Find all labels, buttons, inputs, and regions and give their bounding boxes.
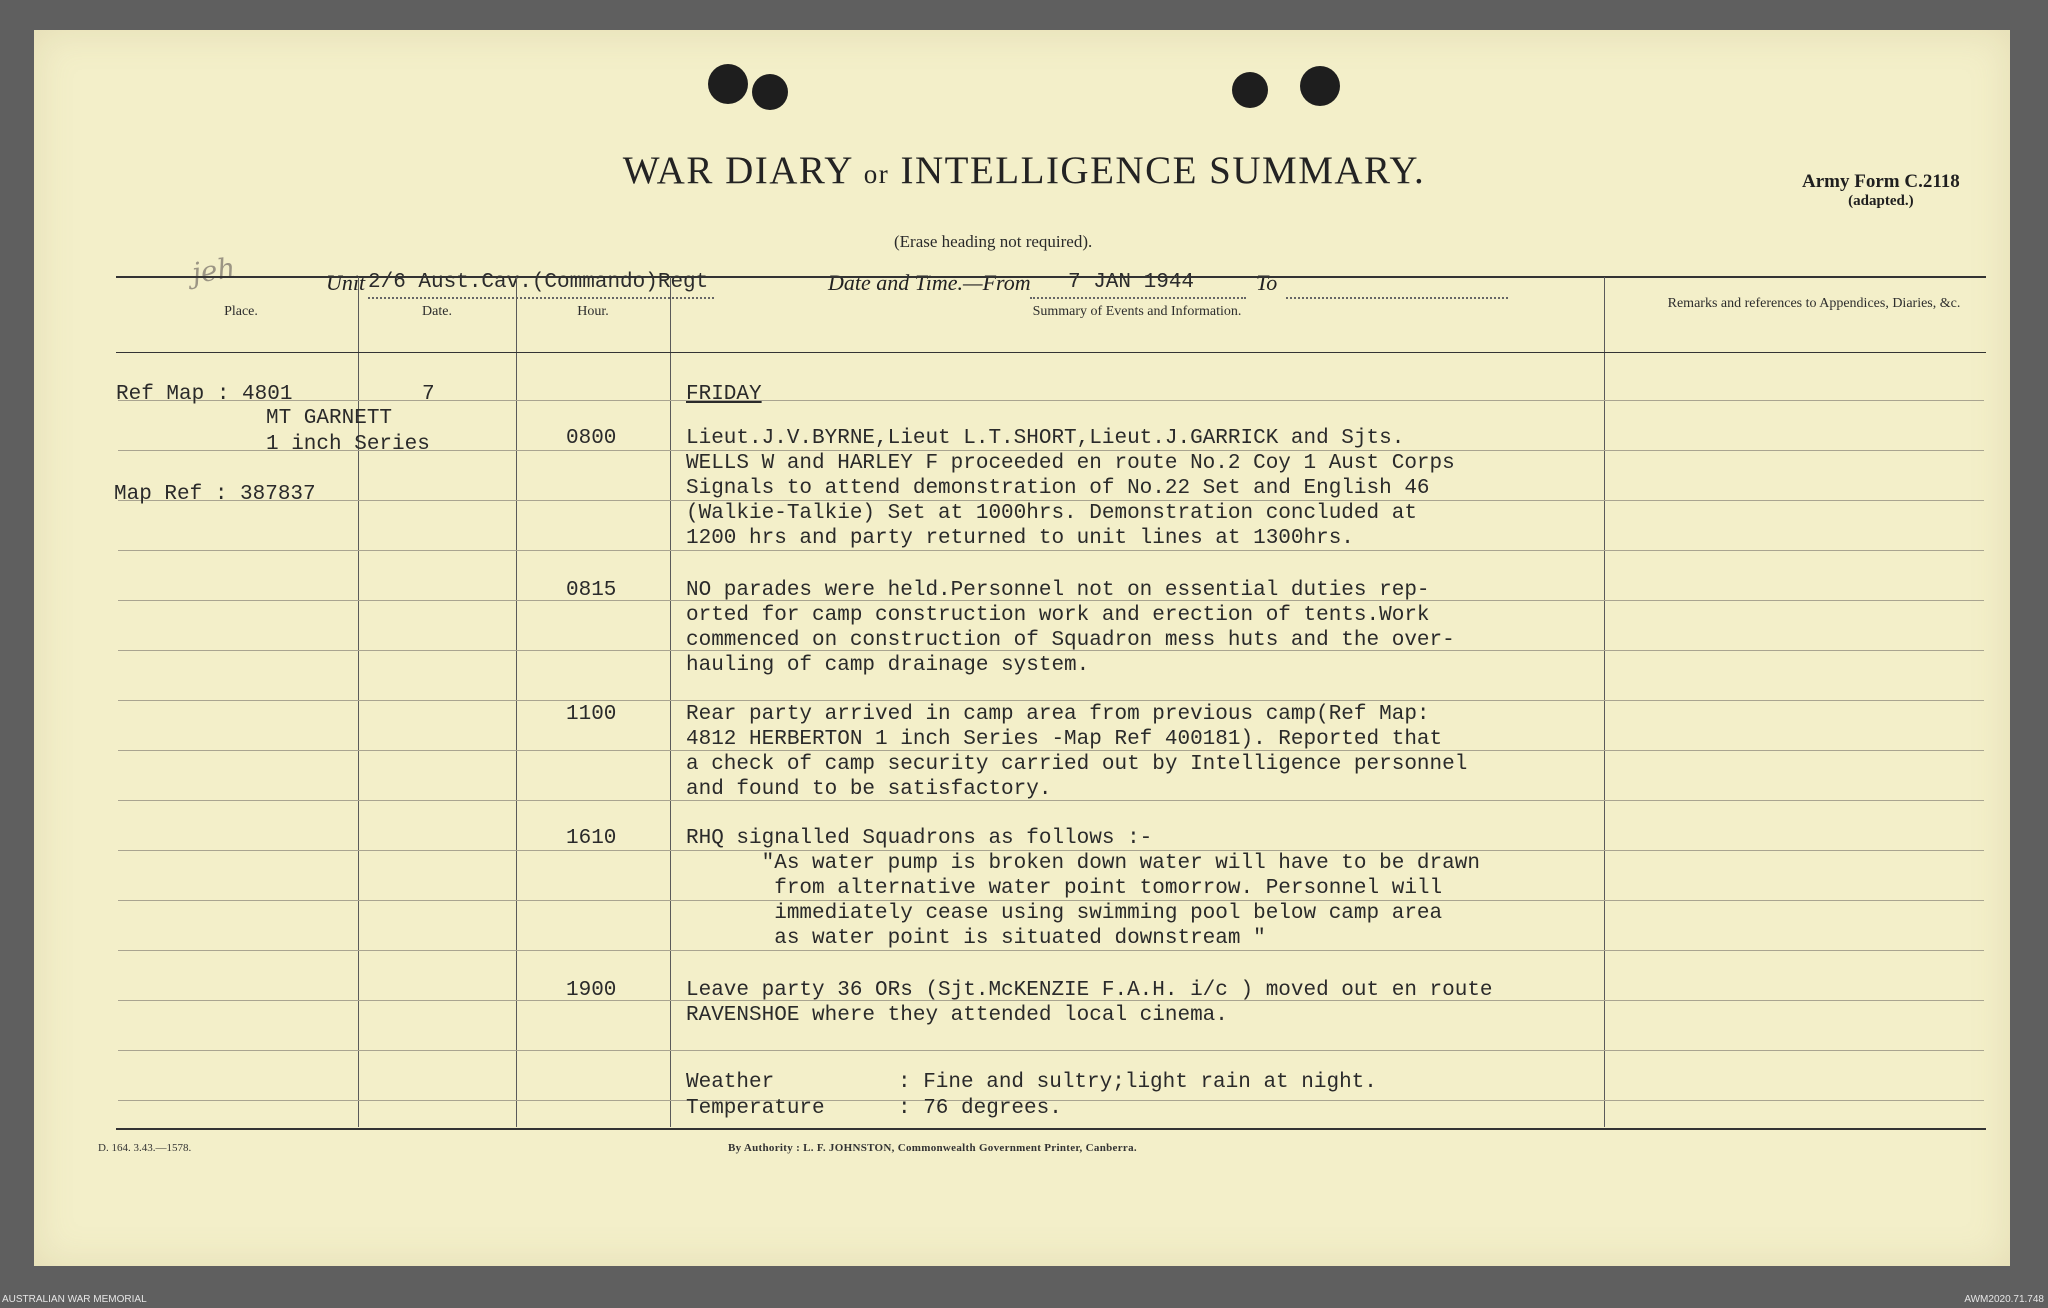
ruled-line — [118, 1050, 1984, 1051]
entry-line: Rear party arrived in camp area from previous camp(Ref Map: — [686, 703, 1430, 726]
pencil-initials: jeh — [189, 251, 238, 290]
date-label: Date and Time.—From — [828, 270, 1031, 295]
entry-line: WELLS W and HARLEY F proceeded en route No.2 Coy 1 Aust Corps — [686, 452, 1455, 475]
entry-line: (Walkie-Talkie) Set at 1000hrs. Demonstration concluded at — [686, 502, 1417, 525]
table-bottom-rule — [116, 1128, 1986, 1130]
punch-hole — [752, 74, 788, 110]
entry-line: Leave party 36 ORs (Sjt.McKENZIE F.A.H. i/c ) moved out en route — [686, 979, 1493, 1002]
entry-hour: 1100 — [566, 703, 617, 726]
entry-line: commenced on construction of Squadron mess huts and the over- — [686, 629, 1455, 652]
erase-note: (Erase heading not required). — [894, 232, 1093, 251]
army-form-number: Army Form C.2118 (adapted.) — [1802, 171, 1960, 209]
unit-label: Unit — [326, 270, 366, 295]
weather-label: Weather — [686, 1071, 775, 1094]
entry-line: as water point is situated downstream " — [686, 927, 1266, 950]
entry-hour: 0815 — [566, 579, 617, 602]
header-bottom-rule — [116, 352, 1986, 353]
column-header-place: Place. — [224, 304, 258, 319]
entry-line: from alternative water point tomorrow. Personnel will — [686, 877, 1443, 900]
unit-value: 2/6 Aust.Cav.(Commando)Regt — [368, 271, 709, 294]
ruled-line — [118, 400, 1984, 401]
table-top-rule — [116, 276, 1986, 278]
column-header-hour: Hour. — [577, 304, 609, 319]
entry-line: Signals to attend demonstration of No.22 Set and English 46 — [686, 477, 1430, 500]
entry-line: 1200 hrs and party returned to unit lines at 1300hrs. — [686, 527, 1354, 550]
archive-caption-left: AUSTRALIAN WAR MEMORIAL — [2, 1294, 147, 1305]
print-code: D. 164. 3.43.—1578. — [98, 1142, 192, 1154]
column-header-summary: Summary of Events and Information. — [1032, 304, 1242, 319]
place-map-ref: Map Ref : 387837 — [114, 483, 316, 506]
entry-line: a check of camp security carried out by Intelligence personnel — [686, 753, 1468, 776]
temperature-label: Temperature — [686, 1097, 825, 1120]
place-series: 1 inch Series — [266, 433, 430, 456]
place-location: MT GARNETT — [266, 407, 393, 430]
punch-hole — [1300, 66, 1340, 106]
entry-hour: 0800 — [566, 427, 617, 450]
entry-line: RAVENSHOE where they attended local cinema. — [686, 1004, 1228, 1027]
to-label: To — [1256, 270, 1278, 295]
entry-line: immediately cease using swimming pool below camp area — [686, 902, 1443, 925]
punch-hole — [1232, 72, 1268, 108]
date-value: 7 JAN 1944 — [1068, 271, 1195, 294]
column-header-remarks: Remarks and references to Appendices, Diaries, &c. — [1667, 296, 1961, 311]
punch-hole — [708, 64, 748, 104]
diary-sheet — [34, 30, 2010, 1266]
entry-line: 4812 HERBERTON 1 inch Series -Map Ref 400181). Reported that — [686, 728, 1443, 751]
entry-hour: 1610 — [566, 827, 617, 850]
entry-line: Lieut.J.V.BYRNE,Lieut L.T.SHORT,Lieut.J.GARRICK and Sjts. — [686, 427, 1405, 450]
entry-line: and found to be satisfactory. — [686, 778, 1052, 801]
entry-line: "As water pump is broken down water will have to be drawn — [686, 852, 1480, 875]
entry-line: hauling of camp drainage system. — [686, 654, 1090, 677]
temperature-value: : 76 degrees. — [898, 1097, 1062, 1120]
ruled-line — [118, 700, 1984, 701]
entry-date: 7 — [422, 383, 435, 406]
column-header-date: Date. — [422, 304, 452, 319]
entry-hour: 1900 — [566, 979, 617, 1002]
weather-value: : Fine and sultry;light rain at night. — [898, 1071, 1377, 1094]
entry-line: RHQ signalled Squadrons as follows :- — [686, 827, 1153, 850]
day-heading: FRIDAY — [686, 383, 762, 406]
place-ref-map: Ref Map : 4801 — [116, 383, 293, 406]
entry-line: NO parades were held.Personnel not on essential duties rep- — [686, 579, 1430, 602]
printer-authority: By Authority : L. F. JOHNSTON, Commonwealth Government Printer, Canberra. — [728, 1142, 1137, 1154]
archive-caption-right: AWM2020.71.748 — [1964, 1294, 2044, 1305]
document-title: WAR DIARY or INTELLIGENCE SUMMARY. — [622, 149, 1426, 192]
entry-line: orted for camp construction work and erection of tents.Work — [686, 604, 1430, 627]
